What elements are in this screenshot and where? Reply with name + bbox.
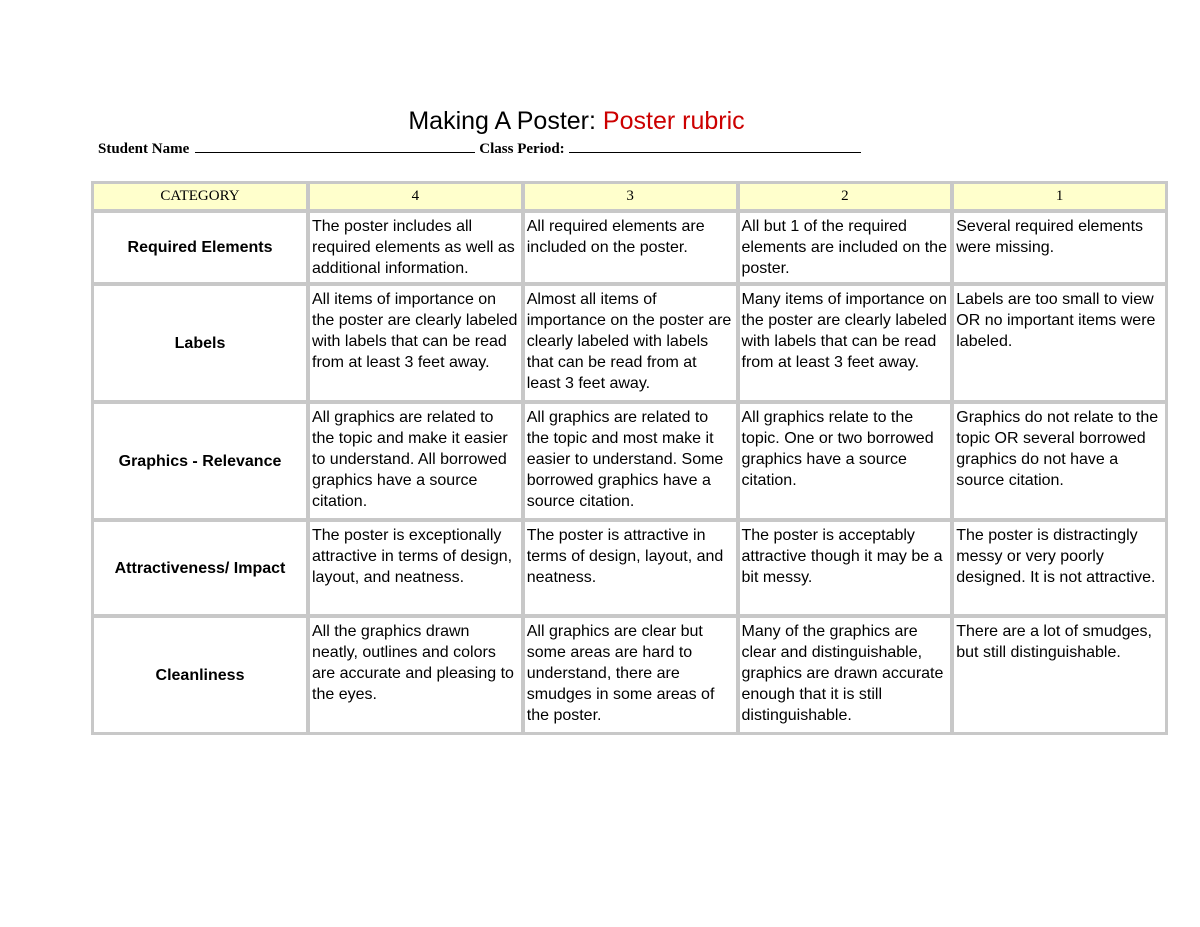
- category-cell: Required Elements: [94, 213, 306, 283]
- rubric-cell: Several required elements were missing.: [954, 213, 1165, 283]
- student-info-line: [98, 138, 918, 159]
- rubric-table-frame: [91, 181, 1168, 735]
- rubric-cell: Graphics do not relate to the topic OR several borrowed graphics do not have a source citation.: [954, 404, 1165, 518]
- column-header-category: CATEGORY: [94, 184, 306, 209]
- rubric-cell: Almost all items of importance on the poster are clearly labeled with labels that can be read from at least 3 feet away.: [525, 286, 736, 400]
- category-cell: Labels: [94, 286, 306, 400]
- rubric-cell: Many items of importance on the poster are clearly labeled with labels that can be read from at least 3 feet away.: [740, 286, 951, 400]
- title-accent: Poster rubric: [602, 107, 745, 135]
- rubric-cell: All the graphics drawn neatly, outlines and colors are accurate and pleasing to the eyes.: [310, 618, 521, 732]
- rubric-cell: There are a lot of smudges, but still distinguishable.: [954, 618, 1165, 732]
- table-row: [94, 522, 1165, 614]
- rubric-table: [90, 180, 1169, 736]
- table-row: [94, 404, 1165, 518]
- column-header-3: 3: [525, 184, 736, 209]
- rubric-cell: All items of importance on the poster are clearly labeled with labels that can be read from at least 3 feet away.: [310, 286, 521, 400]
- rubric-cell: The poster is attractive in terms of design, layout, and neatness.: [525, 522, 736, 614]
- table-row: [94, 286, 1165, 400]
- column-header-1: 1: [954, 184, 1165, 209]
- table-row: [94, 618, 1165, 732]
- page-title: [0, 105, 1153, 137]
- rubric-cell: The poster is exceptionally attractive in terms of design, layout, and neatness.: [310, 522, 521, 614]
- student-name-label: Student Name: [98, 141, 190, 157]
- student-name-blank: [195, 138, 475, 153]
- rubric-cell: All graphics are clear but some areas are hard to understand, there are smudges in some areas of the poster.: [525, 618, 736, 732]
- table-row: [94, 213, 1165, 283]
- rubric-cell: All but 1 of the required elements are included on the poster.: [740, 213, 951, 283]
- rubric-cell: The poster is acceptably attractive though it may be a bit messy.: [740, 522, 951, 614]
- title-prefix: Making A Poster:: [408, 107, 596, 135]
- rubric-cell: The poster includes all required elements as well as additional information.: [310, 213, 521, 283]
- category-cell: Graphics - Relevance: [94, 404, 306, 518]
- rubric-cell: All required elements are included on the poster.: [525, 213, 736, 283]
- rubric-cell: All graphics are related to the topic and most make it easier to understand. Some borrowed graphics have a source citation.: [525, 404, 736, 518]
- rubric-cell: All graphics relate to the topic. One or two borrowed graphics have a source citation.: [740, 404, 951, 518]
- category-cell: Attractiveness/ Impact: [94, 522, 306, 614]
- rubric-cell: All graphics are related to the topic and make it easier to understand. All borrowed graphics have a source citation.: [310, 404, 521, 518]
- rubric-cell: Labels are too small to view OR no important items were labeled.: [954, 286, 1165, 400]
- column-header-2: 2: [740, 184, 951, 209]
- column-header-4: 4: [310, 184, 521, 209]
- table-header-row: [94, 184, 1165, 209]
- category-cell: Cleanliness: [94, 618, 306, 732]
- class-period-blank: [569, 138, 861, 153]
- class-period-label: Class Period:: [479, 141, 565, 157]
- rubric-cell: Many of the graphics are clear and distinguishable, graphics are drawn accurate enough that it is still distinguishable.: [740, 618, 951, 732]
- rubric-cell: The poster is distractingly messy or very poorly designed. It is not attractive.: [954, 522, 1165, 614]
